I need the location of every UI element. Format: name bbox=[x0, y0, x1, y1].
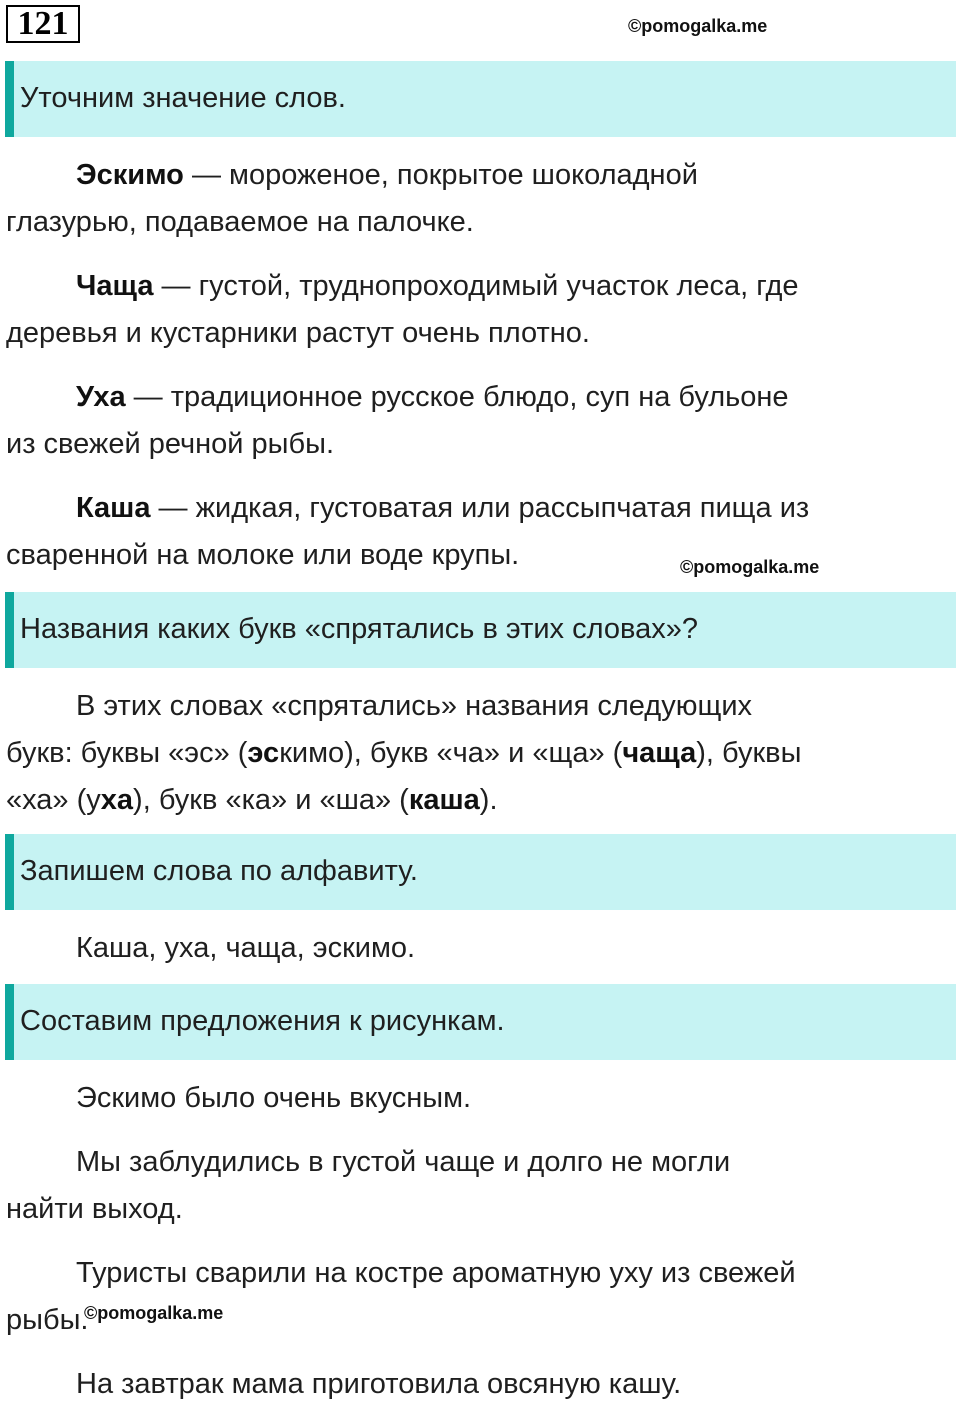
definition-text: — густой, труднопроходимый участок леса, где bbox=[153, 270, 799, 302]
paragraph-line: В этих словах «спрятались» названия следующих bbox=[76, 690, 753, 722]
sentence-line: Мы заблудились в густой чаще и долго не могли bbox=[76, 1146, 731, 1178]
term: Уха bbox=[76, 381, 126, 413]
task-number: 121 bbox=[6, 5, 80, 43]
watermark: ©pomogalka.me bbox=[628, 16, 768, 36]
definition-line: сваренной на молоке или воде крупы. bbox=[6, 539, 520, 571]
definition-line bbox=[76, 269, 799, 303]
definition-line bbox=[76, 491, 809, 525]
paragraph-line: «ха» (уха), букв «ка» и «ша» (каша). bbox=[6, 784, 498, 816]
definition-text: — жидкая, густоватая или рассыпчатая пища из bbox=[150, 492, 810, 524]
definition-line: глазурью, подаваемое на палочке. bbox=[6, 206, 474, 238]
answer-line: Каша, уха, чаща, эскимо. bbox=[76, 932, 416, 964]
term: Чаща bbox=[76, 270, 154, 302]
watermark: ©pomogalka.me bbox=[680, 557, 820, 577]
definition-line: из свежей речной рыбы. bbox=[6, 428, 335, 460]
definition-text: — традиционное русское блюдо, суп на бульоне bbox=[125, 381, 789, 413]
definition-line bbox=[76, 380, 789, 414]
sentence-line: Эскимо было очень вкусным. bbox=[76, 1082, 472, 1114]
definition-line: деревья и кустарники растут очень плотно. bbox=[6, 317, 590, 349]
sentence-line: рыбы. bbox=[6, 1304, 89, 1336]
watermark: ©pomogalka.me bbox=[84, 1303, 224, 1323]
section-title: Уточним значение слов. bbox=[20, 82, 346, 114]
section-title: Названия каких букв «спрятались в этих словах»? bbox=[20, 613, 698, 645]
paragraph-line: букв: буквы «эс» (эскимо), букв «ча» и «ща» (чаща), буквы bbox=[6, 737, 802, 769]
definition-text: — мороженое, покрытое шоколадной bbox=[183, 159, 698, 191]
sentence-line: На завтрак мама приготовила овсяную кашу. bbox=[76, 1368, 682, 1400]
term: Эскимо bbox=[76, 159, 184, 191]
sentence-line: найти выход. bbox=[6, 1193, 183, 1225]
section-title: Запишем слова по алфавиту. bbox=[20, 855, 418, 887]
definition-line bbox=[76, 158, 698, 192]
section-title: Составим предложения к рисункам. bbox=[20, 1005, 505, 1037]
sentence-line: Туристы сварили на костре ароматную уху из свежей bbox=[76, 1257, 796, 1289]
term: Каша bbox=[76, 492, 151, 524]
